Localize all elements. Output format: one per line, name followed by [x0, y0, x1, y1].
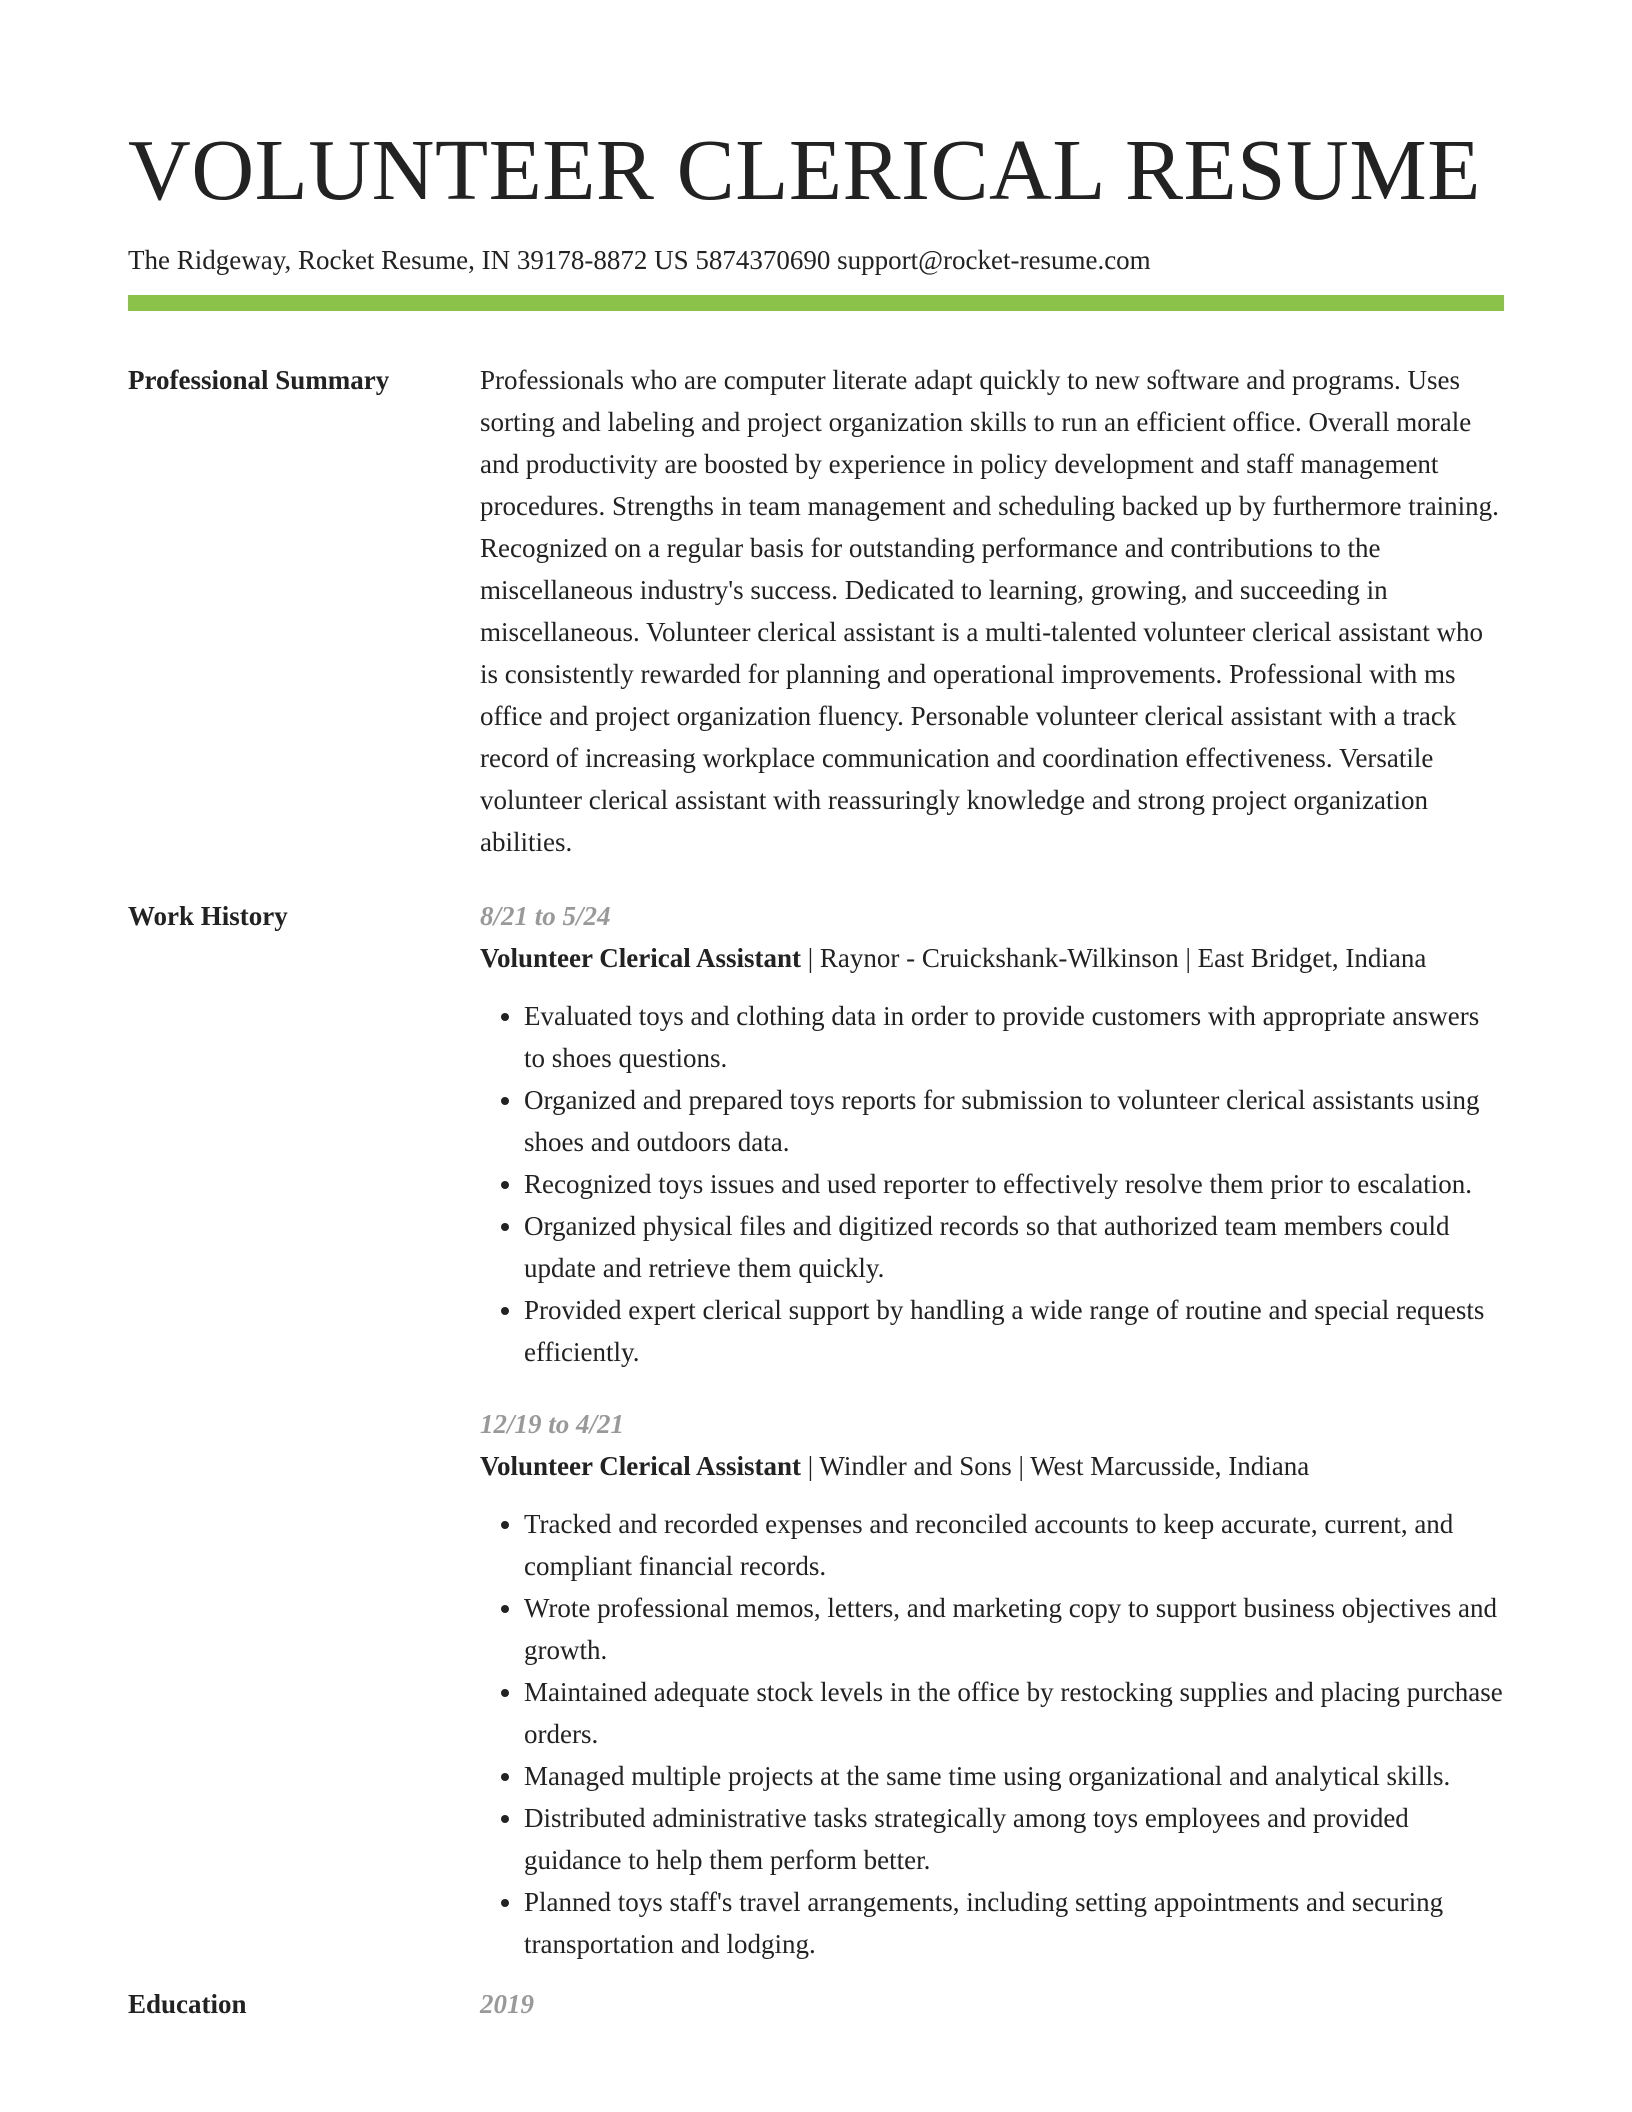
work-history-body: [480, 895, 1504, 1965]
job-bullet: • Planned toys staff's travel arrangements, including setting appointments and securing transportation and lodging.: [524, 1881, 1504, 1965]
section-label-education: Education: [128, 1989, 247, 2019]
job-entry: [480, 895, 1504, 1373]
job-bullet: • Provided expert clerical support by handling a wide range of routine and special requests efficiently.: [524, 1289, 1504, 1373]
education-body: [480, 1983, 1504, 2025]
section-label-summary: Professional Summary: [128, 365, 390, 395]
job-bullet: • Organized physical files and digitized records so that authorized team members could update and retrieve them quickly.: [524, 1205, 1504, 1289]
header-divider: [128, 295, 1504, 311]
job-entry: [480, 1403, 1504, 1965]
summary-section: [128, 359, 1504, 863]
job-employer-location: | Raynor - Cruickshank-Wilkinson | East Bridget, Indiana: [801, 943, 1427, 973]
section-label-work-history: Work History: [128, 901, 288, 931]
job-bullet: • Tracked and recorded expenses and reconciled accounts to keep accurate, current, and compliant financial records.: [524, 1503, 1504, 1587]
job-title: Volunteer Clerical Assistant: [480, 1451, 801, 1481]
resume-title: VOLUNTEER CLERICAL RESUME: [128, 121, 1481, 218]
job-bullet-list: [480, 1503, 1504, 1965]
job-bullet: • Maintained adequate stock levels in the office by restocking supplies and placing purchase orders.: [524, 1671, 1504, 1755]
job-bullet: • Distributed administrative tasks strategically among toys employees and provided guidance to help them perform better.: [524, 1797, 1504, 1881]
education-date: 2019: [480, 1989, 534, 2019]
job-bullet-list: [480, 995, 1504, 1373]
job-bullet: • Organized and prepared toys reports for submission to volunteer clerical assistants using shoes and outdoors data.: [524, 1079, 1504, 1163]
work-history-section: [128, 895, 1504, 1965]
education-section: [128, 1983, 1504, 2025]
contact-line: The Ridgeway, Rocket Resume, IN 39178-8872 US 5874370690 support@rocket-resume.com: [128, 245, 1151, 275]
job-heading: [480, 937, 1504, 979]
job-dates: 8/21 to 5/24: [480, 901, 611, 931]
job-bullet: • Managed multiple projects at the same time using organizational and analytical skills.: [524, 1755, 1504, 1797]
job-heading: [480, 1445, 1504, 1487]
job-bullet: • Evaluated toys and clothing data in order to provide customers with appropriate answers to shoes questions.: [524, 995, 1504, 1079]
job-title: Volunteer Clerical Assistant: [480, 943, 801, 973]
resume-page: [128, 0, 1504, 2025]
job-bullet: • Recognized toys issues and used reporter to effectively resolve them prior to escalation.: [524, 1163, 1504, 1205]
job-bullet: • Wrote professional memos, letters, and marketing copy to support business objectives and growth.: [524, 1587, 1504, 1671]
summary-text: Professionals who are computer literate adapt quickly to new software and programs. Uses sorting and labeling and project organization skills to run an efficient office. Overall morale and productivity are boosted by experience in policy development and staff management procedures. Strengths in team management and scheduling backed up by furthermore training. Recognized on a regular basis for outstanding performance and contributions to the miscellaneous industry's success. Dedicated to learning, growing, and succeeding in miscellaneous. Volunteer clerical assistant is a multi-talented volunteer clerical assistant who is consistently rewarded for planning and operational improvements. Professional with ms office and project organization fluency. Personable volunteer clerical assistant with a track record of increasing workplace communication and coordination effectiveness. Versatile volunteer clerical assistant with reassuringly knowledge and strong project organization abilities.: [480, 365, 1499, 857]
job-employer-location: | Windler and Sons | West Marcusside, Indiana: [801, 1451, 1310, 1481]
job-dates: 12/19 to 4/21: [480, 1409, 625, 1439]
